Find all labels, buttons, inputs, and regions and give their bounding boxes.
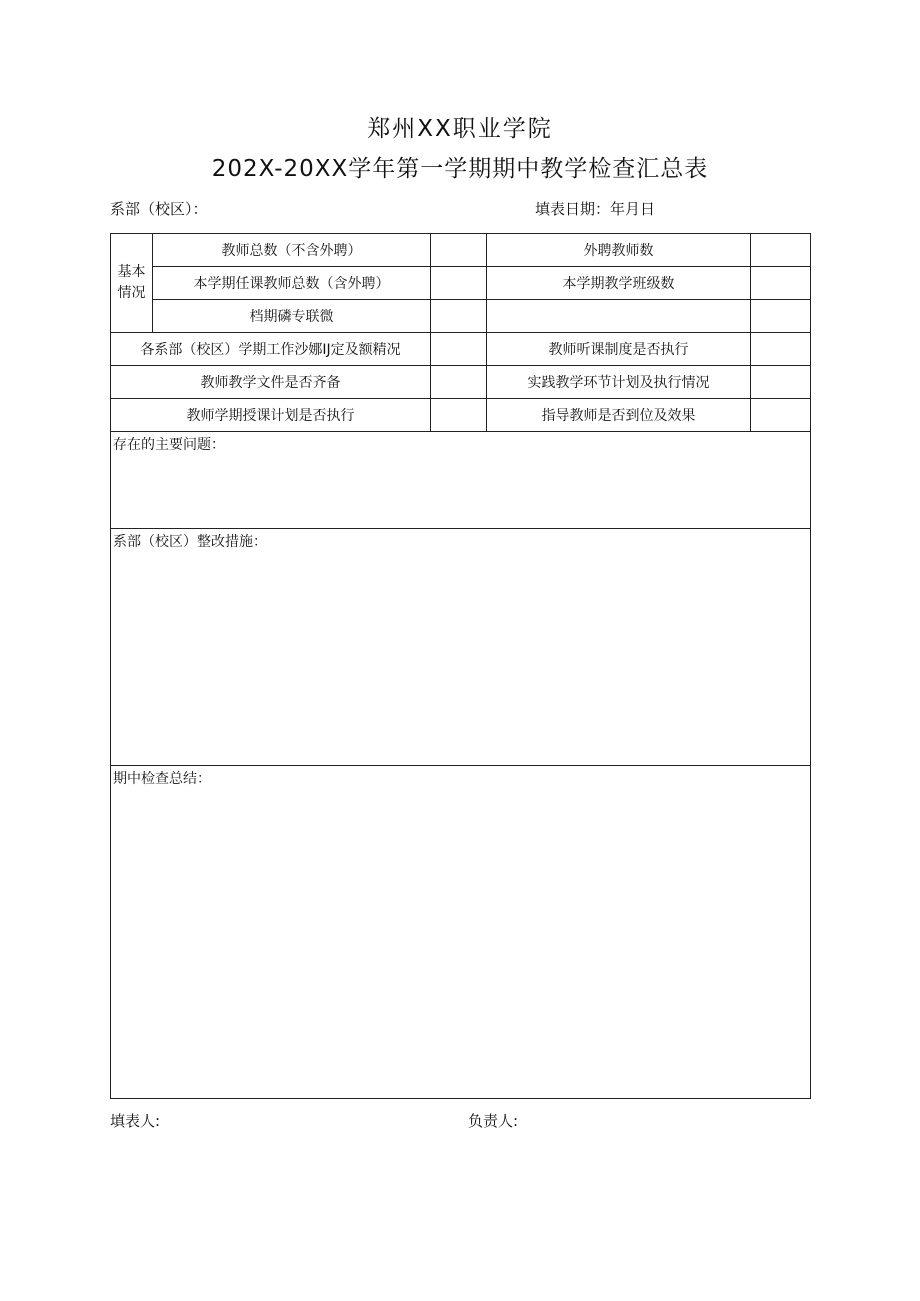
measures-field[interactable] (111, 529, 811, 766)
check-item-row (111, 333, 811, 366)
basic-info-row (111, 300, 811, 333)
institution-title: 郑州XX职业学院 (367, 116, 553, 142)
total-teachers-label: 教师总数（不含外聘） (153, 234, 431, 267)
teaching-teachers-value[interactable] (431, 267, 487, 300)
check-item-row (111, 366, 811, 399)
problems-row (111, 432, 811, 529)
summary-label: 期中检查总结： (113, 771, 211, 787)
measures-row (111, 529, 811, 766)
teaching-documents-value[interactable] (431, 366, 487, 399)
summary-row (111, 766, 811, 1099)
work-plan-label: 各系部（校区）学期工作沙娜IJ定及额精况 (111, 333, 431, 366)
basic-info-section-label: 基本 情况 (111, 234, 153, 333)
filler-signature-label: 填表人: (110, 1112, 161, 1130)
basic-info-row (111, 267, 811, 300)
check-item-row (111, 399, 811, 432)
external-teachers-value[interactable] (751, 234, 811, 267)
work-plan-value[interactable] (431, 333, 487, 366)
schedule-value[interactable] (431, 300, 487, 333)
total-teachers-value[interactable] (431, 234, 487, 267)
department-label: 系部（校区）： (110, 200, 208, 218)
blank-value-cell[interactable] (751, 300, 811, 333)
form-title: 202X-20XX学年第一学期期中教学检查汇总表 (211, 156, 709, 182)
measures-label: 系部（校区）整改措施： (113, 534, 267, 550)
course-plan-value[interactable] (431, 399, 487, 432)
schedule-label: 档期磷专联微 (153, 300, 431, 333)
inspection-summary-table (110, 233, 811, 1099)
lecture-observation-value[interactable] (751, 333, 811, 366)
teaching-teachers-label: 本学期任课教师总数（含外聘） (153, 267, 431, 300)
practice-teaching-label: 实践教学环节计划及执行情况 (487, 366, 751, 399)
tutor-effect-value[interactable] (751, 399, 811, 432)
problems-label: 存在的主要问题： (113, 437, 225, 453)
fill-date-label: 填表日期：年月日 (535, 200, 656, 218)
class-count-label: 本学期教学班级数 (487, 267, 751, 300)
lecture-observation-label: 教师听课制度是否执行 (487, 333, 751, 366)
tutor-effect-label: 指导教师是否到位及效果 (487, 399, 751, 432)
blank-label-cell (487, 300, 751, 333)
basic-info-row (111, 234, 811, 267)
summary-field[interactable] (111, 766, 811, 1099)
responsible-signature-label: 负责人: (468, 1112, 519, 1130)
teaching-documents-label: 教师教学文件是否齐备 (111, 366, 431, 399)
class-count-value[interactable] (751, 267, 811, 300)
problems-field[interactable] (111, 432, 811, 529)
course-plan-label: 教师学期授课计划是否执行 (111, 399, 431, 432)
practice-teaching-value[interactable] (751, 366, 811, 399)
external-teachers-label: 外聘教师数 (487, 234, 751, 267)
